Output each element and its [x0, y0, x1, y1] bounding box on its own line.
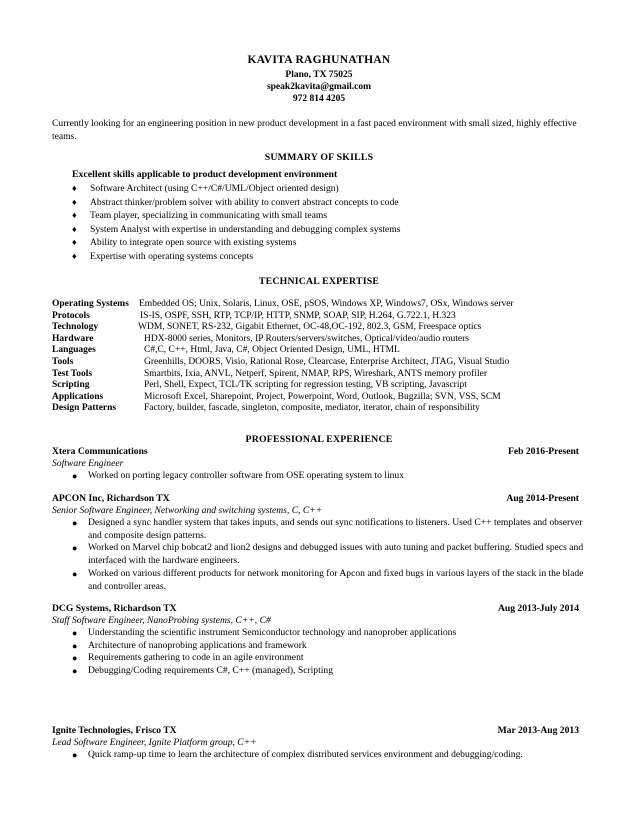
- job-bullet: ● Architecture of nanoprobing applications and framework: [72, 639, 307, 651]
- job-dates: Aug 2014-Present: [506, 493, 579, 504]
- candidate-location: Plano, TX 75025: [285, 70, 353, 80]
- diamond-bullet-icon: ♦: [72, 223, 77, 234]
- skill-item: ♦ Expertise with operating systems concepts: [72, 250, 254, 262]
- job-bullet: ● Worked on Marvel chip bobcat2 and lion2 designs and debugged issues with auto tuning and packet buffering. Studied specs and interfaced with the hardware engineers.: [72, 542, 584, 567]
- bullet-dot-icon: ●: [72, 568, 78, 579]
- objective-statement: Currently looking for an engineering position in new product development in a fast paced environment with small sized, highly effective teams.: [52, 118, 577, 142]
- summary-title: SUMMARY OF SKILLS: [264, 152, 374, 163]
- job-entry: [52, 445, 597, 483]
- job-role: Software Engineer: [52, 458, 124, 469]
- skill-item: ♦ Team player, specializing in communicating with small teams: [72, 210, 328, 222]
- candidate-name: KAVITA RAGHUNATHAN: [247, 54, 391, 66]
- job-bullet: ● Debugging/Coding requirements C#, C++ (managed), Scripting: [72, 665, 334, 677]
- bullet-dot-icon: ●: [72, 518, 78, 528]
- technical-title: TECHNICAL EXPERTISE: [258, 276, 380, 287]
- bullet-dot-icon: ●: [72, 471, 78, 481]
- job-bullets: [52, 749, 597, 762]
- bullet-dot-icon: ●: [72, 628, 78, 638]
- candidate-email: speak2kavita@gmail.com: [266, 82, 372, 92]
- job-company: Xtera Communications: [52, 446, 148, 457]
- job-bullet: ● Designed a sync handler system that takes inputs, and sends out sync notifications to listeners. Used C++ templates and observer and composite design patterns.: [72, 517, 583, 541]
- job-entry: [52, 724, 597, 762]
- job-dates: Mar 2013-Aug 2013: [497, 725, 579, 736]
- job-bullet: ● Worked on porting legacy controller software from OSE operating system to linux: [72, 470, 405, 481]
- skills-list: [72, 182, 400, 264]
- diamond-bullet-icon: ♦: [72, 183, 77, 193]
- job-dates: Feb 2016-Present: [508, 446, 579, 457]
- candidate-phone: 972 814 4205: [292, 94, 346, 104]
- experience-title: PROFESSIONAL EXPERIENCE: [245, 434, 393, 445]
- diamond-bullet-icon: ♦: [72, 237, 77, 248]
- job-company: DCG Systems, Richardson TX: [52, 603, 177, 614]
- job-bullet: ● Requirements gathering to code in an agile environment: [72, 652, 304, 664]
- skill-item: ♦ System Analyst with expertise in understanding and debugging complex systems: [72, 223, 401, 235]
- job-bullets: [52, 627, 597, 678]
- bullet-dot-icon: ●: [72, 653, 78, 664]
- job-bullets: [52, 470, 597, 483]
- diamond-bullet-icon: ♦: [72, 250, 77, 261]
- bullet-dot-icon: ●: [72, 750, 78, 760]
- job-bullet: ● Worked on various different products for network monitoring for Apcon and fixed bugs in various layers of the stack in the blade and controller areas.: [72, 567, 584, 592]
- skill-item: ♦ Abstract thinker/problem solver with ability to convert abstract concepts to code: [72, 196, 399, 208]
- bullet-dot-icon: ●: [72, 543, 78, 554]
- skill-item: ♦ Ability to integrate open source with existing systems: [72, 237, 297, 249]
- job-role: Senior Software Engineer, Networking and switching systems, C, C++: [52, 505, 323, 516]
- job-bullet: ● Quick ramp-up time to learn the architecture of complex distributed services environment and debugging/coding.: [72, 749, 523, 760]
- bullet-dot-icon: ●: [72, 640, 78, 651]
- job-company: Ignite Technologies, Frisco TX: [52, 725, 177, 736]
- bullet-dot-icon: ●: [72, 666, 78, 677]
- diamond-bullet-icon: ♦: [72, 196, 77, 207]
- summary-subtitle: Excellent skills applicable to product development environment: [72, 169, 338, 180]
- job-role: Staff Software Engineer, NanoProbing systems, C++, C#: [52, 615, 271, 626]
- job-dates: Aug 2013-July 2014: [497, 603, 579, 614]
- resume-page: KAVITA RAGHUNATHAN Plano, TX 75025 speak2kavita@gmail.com 972 814 4205 Currently looking for an engineering position in new product development in a fast paced environment with small sized, highly effective teams. SUMMARY OF SKILLS Excellent skills applicable to product development environment ♦ Software Architect (using C++/C#/UML/Object oriented design) ♦ Abstract thinker/problem solver with ability to convert abstract concepts to code ♦ Team player, specializing in communicating with small teams ♦ System Analyst with expertise in understanding and debugging complex systems ♦ Ability to integrate open source with existing systems ♦ Expertise with operating systems concepts TECHNICAL EXPERTISE Operating Systems Embedded OS; Unix, Solaris, Linux, OSE, pSOS, Windows XP, Windows7, OSx, Windows server Protocols IS-IS, OSPF, SSH, RTP, TCP/IP, HTTP, SNMP, SOAP, SIP, H.264, G.722.1, H.323 Technology WDM, SONET, RS-232, Gigabit Ethernet, OC-48,OC-192, 802.3, GSM, Freespace optics Hardware HDX-8000 series, Monitors, IP Routers/servers/switches, Optical/video/audio routers Languages C#,C, C++, Html, Java, C#, Object Oriented Design, UML, HTML Tools Greenhills, DOORS, Visio, Rational Rose, Clearcase, Enterprise Architect, JTAG, Visual Studio Test Tools Smartbits, Ixia, ANVL, Netperf, Spirent, NMAP, RPS, Wireshark, ANTS memory profiler Scripting Perl, Shell, Expect, TCL/TK scripting for regression testing, VB scripting, Javascript Applications Microsoft Excel, Sharepoint, Project, Powerpoint, Word, Outlook, Bugzilla; SVN, VSS, SCM Design Patterns Factory, builder, fascade, singleton, composite, mediator, iterator, chain of responsibility PROFESSIONAL EXPERIENCE Xtera Communications Feb 2016-Present Software Engineer ● Worked on porting legacy controller software from OSE operating system to linux APCON Inc, Richardson TX Aug 2014-Present Senior Software Engineer, Networking and switching systems, C, C++ ● Designed a sync handler system that takes inputs, and sends out sync notifications to listeners. Used C++ templates and observer and composite design patterns. ● Worked on Marvel chip bobcat2 and lion2 designs and debugged issues with auto tuning and packet buffering. Studied specs and interfaced with the hardware engineers. ● Worked on various different products for network monitoring for Apcon and fixed bugs in various layers of the stack in the blade and controller areas. DCG Systems, Richardson TX Aug 2013-July 2014 Staff Software Engineer, NanoProbing systems, C++, C# ● Understanding the scientific instrument Semiconductor technology and nanoprober applications ● Architecture of nanoprobing applications and framework ● Requirements gathering to code in an agile environment ● Debugging/Coding requirements C#, C++ (managed), Scripting Ignite Technologies, Frisco TX Mar 2013-Aug 2013 Lead Software Engineer, Ignite Platform group, C++ ● Quick ramp-up time to learn the architecture of complex distributed services environment and debugging/coding.: [0, 0, 638, 826]
- job-company: APCON Inc, Richardson TX: [52, 493, 170, 504]
- job-entry: [52, 492, 597, 593]
- job-bullet: ● Understanding the scientific instrument Semiconductor technology and nanoprober applications: [72, 627, 457, 638]
- job-entry: [52, 602, 597, 678]
- skill-item: ♦ Software Architect (using C++/C#/UML/Object oriented design): [72, 183, 339, 194]
- diamond-bullet-icon: ♦: [72, 210, 77, 221]
- job-bullets: [52, 517, 597, 593]
- job-role: Lead Software Engineer, Ignite Platform group, C++: [52, 737, 257, 748]
